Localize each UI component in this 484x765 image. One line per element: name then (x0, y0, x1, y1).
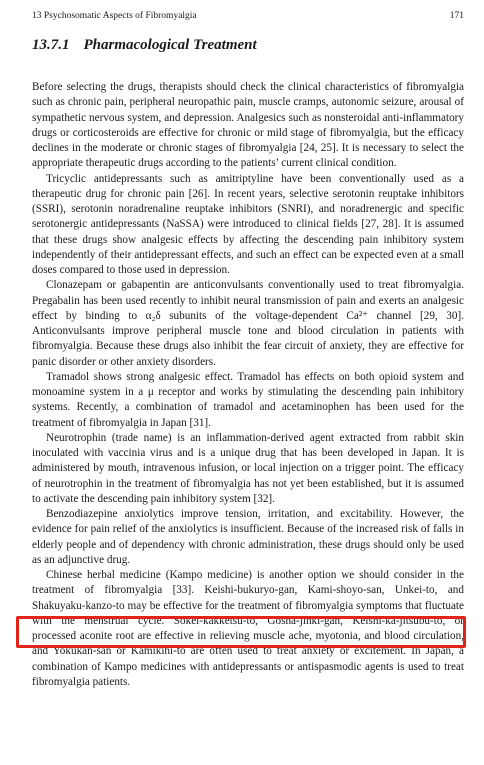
page-number: 171 (449, 11, 464, 21)
section-title (32, 36, 464, 54)
paragraph-neurotrophin: Neurotrophin (trade name) is an inflammation-derived agent extracted from rabbit skin inoculated with vaccinia virus and is a unique drug that has been developed in Japan. It is administered by mouth, intravenous infusion, or local injection on a trigger point. The efficacy of neurotrophin in the treatment of fibromyalgia has not yet been established, but it is assumed to activate the descending pain inhibitory system [32]. (32, 431, 464, 505)
paragraph-tramadol: Tramadol shows strong analgesic effect. Tramadol has effects on both opioid system and monoamine system in a μ receptor and works by stimulating the descending pain inhibitory systems. Recently, a combination of tramadol and acetaminophen has been used for the treatment of fibromyalgia in Japan [31]. (32, 370, 464, 429)
paragraph-drug-selection: Before selecting the drugs, therapists should check the clinical characteristics of fibromyalgia such as chronic pain, peripheral neuropathic pain, muscle cramps, autonomic seizure, arousal of sympathetic nervous system, and depression. Analgesics such as nonsteroidal anti-inflammatory drugs or corticosteroids are effective for chronic or mild stage of fibromyalgia, but the efficacy declines in the moderate or chronic stages of fibromyalgia [24, 25]. It is necessary to select the appropriate therapeutic drugs according to the patients’ current clinical condition. (32, 81, 464, 170)
section-title-text: Pharmacological Treatment (83, 37, 257, 53)
body-text (32, 80, 464, 690)
running-head-chapter: 13 Psychosomatic Aspects of Fibromyalgia (32, 11, 197, 21)
paragraph-tricyclic-antidepressants: Tricyclic antidepressants such as amitriptyline have been conventionally used as a therapeutic drug for chronic pain [26]. In recent years, selective serotonin reuptake inhibitors (SSRI), serotonin noradrenaline reuptake inhibitors (SNRI), and noradrenergic and specific serotonergic antidepressants (NaSSA) were introduced to clinical fields [27, 28]. It is assumed that these drugs show analgesic effects by affecting the descending pain inhibitory system independently of their antidepressant effects, and such an effect can be expected even at a small doses compared to those used in depression. (32, 172, 464, 276)
running-head (32, 10, 464, 22)
paragraph-kampo-medicine: Chinese herbal medicine (Kampo medicine) is another option we should consider in the treatment of fibromyalgia [33]. Keishi-bukuryo-gan, Kami-shoyo-san, Unkei-to, and Shakuyaku-kanzo-to may be effective for the treatment of fibromyalgia symptoms that fluctuate with the menstrual cycle. Sokei-kakketsu-to, Gosha-jinki-gan, Keishi-ka-jitsubu-to, or processed aconite root are effective in relieving muscle ache, myotonia, and blood circulation, and Yokukan-san or Kamikihi-to are often used to treat anxiety or excitement. In Japan, a combination of Kampo medicines with antidepressants or antispasmodic agents is used to treat fibromyalgia patients. (32, 569, 464, 688)
paragraph-benzodiazepine: Benzodiazepine anxiolytics improve tension, irritation, and excitability. However, the evidence for pain relief of the anxiolytics is insufficient. Because of the increased risk of falls in elderly people and of dependency with chronic administration, these drugs should only be used as an adjunctive drug. (32, 508, 464, 566)
paragraph-anticonvulsants: Clonazepam or gabapentin are anticonvulsants conventionally used to treat fibromyalgia. Pregabalin has been used recently to inhibit neural transmission of pain and exerts an analgesic effect by binding to α₂δ subunits of the voltage-dependent Ca²⁺ channel [29, 30]. Anticonvulsants improve peripheral muscle tone and blood circulation in patients with fibromyalgia. Because these drugs also inhibit the fear circuit of anxiety, they are effective for panic disorder or other anxiety disorders. (32, 279, 464, 368)
page (32, 10, 464, 690)
section-number: 13.7.1 (32, 37, 70, 53)
